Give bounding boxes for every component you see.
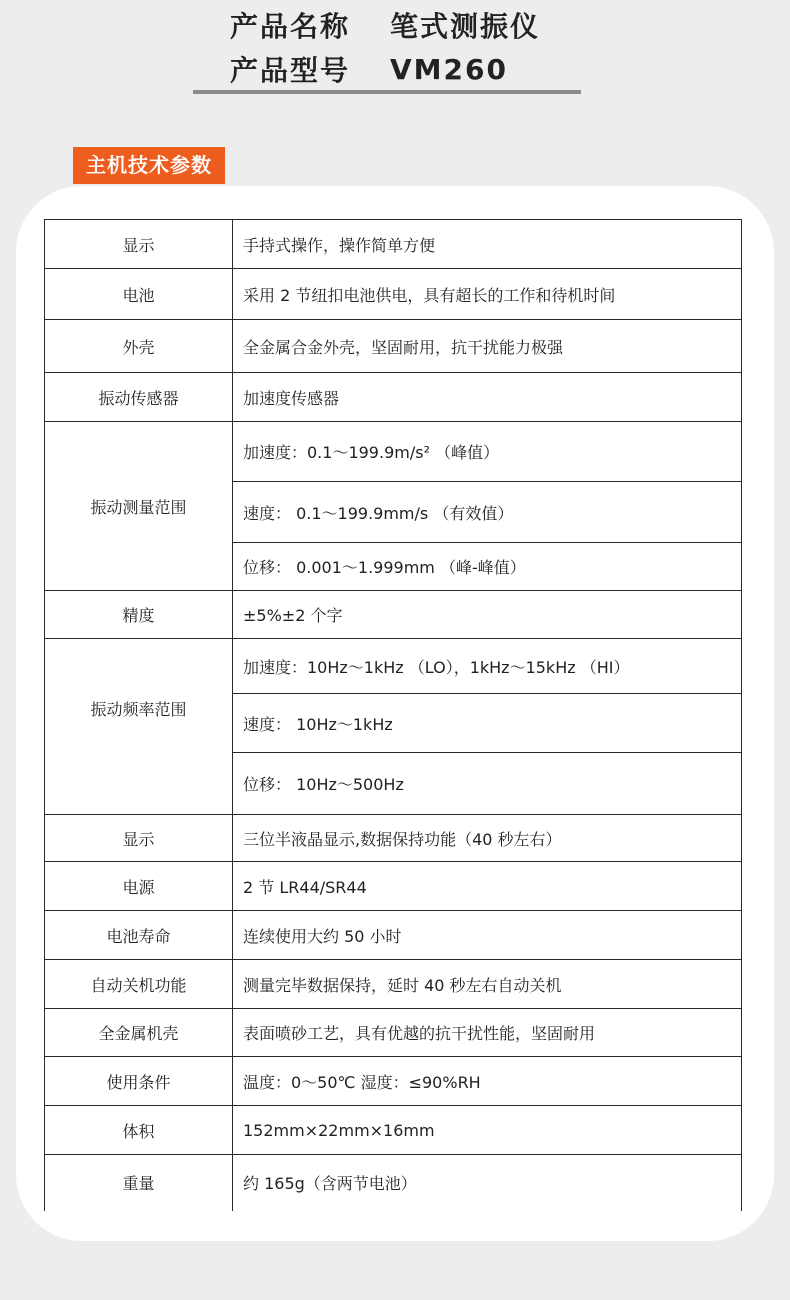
header-divider	[193, 90, 581, 94]
table-row	[45, 960, 742, 1009]
spec-value: 连续使用大约 50 小时	[233, 911, 742, 960]
spec-value: 152mm×22mm×16mm	[233, 1106, 742, 1155]
spec-value: 位移： 10Hz～500Hz	[233, 753, 742, 815]
table-row	[45, 220, 742, 269]
table-row	[45, 320, 742, 373]
table-row	[45, 422, 742, 482]
spec-value: 加速度：0.1～199.9m/s² （峰值）	[233, 422, 742, 482]
product-model-value: VM260	[390, 52, 508, 86]
spec-name: 振动测量范围	[45, 422, 233, 591]
spec-value: 位移： 0.001～1.999mm （峰-峰值）	[233, 543, 742, 591]
product-model-line	[0, 46, 790, 92]
spec-name: 振动频率范围	[45, 639, 233, 815]
table-row	[45, 591, 742, 639]
product-model-label: 产品型号	[230, 54, 351, 87]
table-row	[45, 269, 742, 320]
table-row	[45, 815, 742, 862]
table-row	[45, 1106, 742, 1155]
spec-value: 温度：0～50℃ 湿度：≤90%RH	[233, 1057, 742, 1106]
spec-value: ±5%±2 个字	[233, 591, 742, 639]
spec-value: 手持式操作，操作简单方便	[233, 220, 742, 269]
spec-name: 体积	[45, 1106, 233, 1155]
spec-name: 振动传感器	[45, 373, 233, 422]
spec-name: 电源	[45, 862, 233, 911]
spec-value: 加速度：10Hz～1kHz （LO），1kHz～15kHz （HI）	[233, 639, 742, 694]
spec-value: 表面喷砂工艺，具有优越的抗干扰性能，坚固耐用	[233, 1009, 742, 1057]
table-row	[45, 1009, 742, 1057]
spec-name: 显示	[45, 220, 233, 269]
spec-value: 速度： 0.1～199.9mm/s （有效值）	[233, 482, 742, 543]
table-row	[45, 639, 742, 694]
spec-name: 自动关机功能	[45, 960, 233, 1009]
table-row	[45, 911, 742, 960]
spec-value: 测量完毕数据保持，延时 40 秒左右自动关机	[233, 960, 742, 1009]
spec-name: 重量	[45, 1155, 233, 1211]
spec-value: 2 节 LR44/SR44	[233, 862, 742, 911]
spec-name: 全金属机壳	[45, 1009, 233, 1057]
spec-name: 精度	[45, 591, 233, 639]
table-row	[45, 862, 742, 911]
spec-name: 电池	[45, 269, 233, 320]
product-name-label: 产品名称	[230, 10, 351, 43]
spec-table	[44, 219, 742, 1211]
spec-name: 外壳	[45, 320, 233, 373]
spec-value: 全金属合金外壳，坚固耐用，抗干扰能力极强	[233, 320, 742, 373]
product-name-value: 笔式测振仪	[390, 10, 541, 43]
table-row	[45, 1155, 742, 1211]
spec-value: 加速度传感器	[233, 373, 742, 422]
spec-name: 电池寿命	[45, 911, 233, 960]
spec-value: 速度： 10Hz～1kHz	[233, 694, 742, 753]
section-title: 主机技术参数	[73, 147, 225, 184]
spec-name: 使用条件	[45, 1057, 233, 1106]
table-row	[45, 1057, 742, 1106]
product-name-line	[0, 2, 790, 48]
spec-name: 显示	[45, 815, 233, 862]
spec-value: 采用 2 节纽扣电池供电，具有超长的工作和待机时间	[233, 269, 742, 320]
spec-value: 三位半液晶显示,数据保持功能（40 秒左右）	[233, 815, 742, 862]
spec-value: 约 165g（含两节电池）	[233, 1155, 742, 1211]
table-row	[45, 373, 742, 422]
